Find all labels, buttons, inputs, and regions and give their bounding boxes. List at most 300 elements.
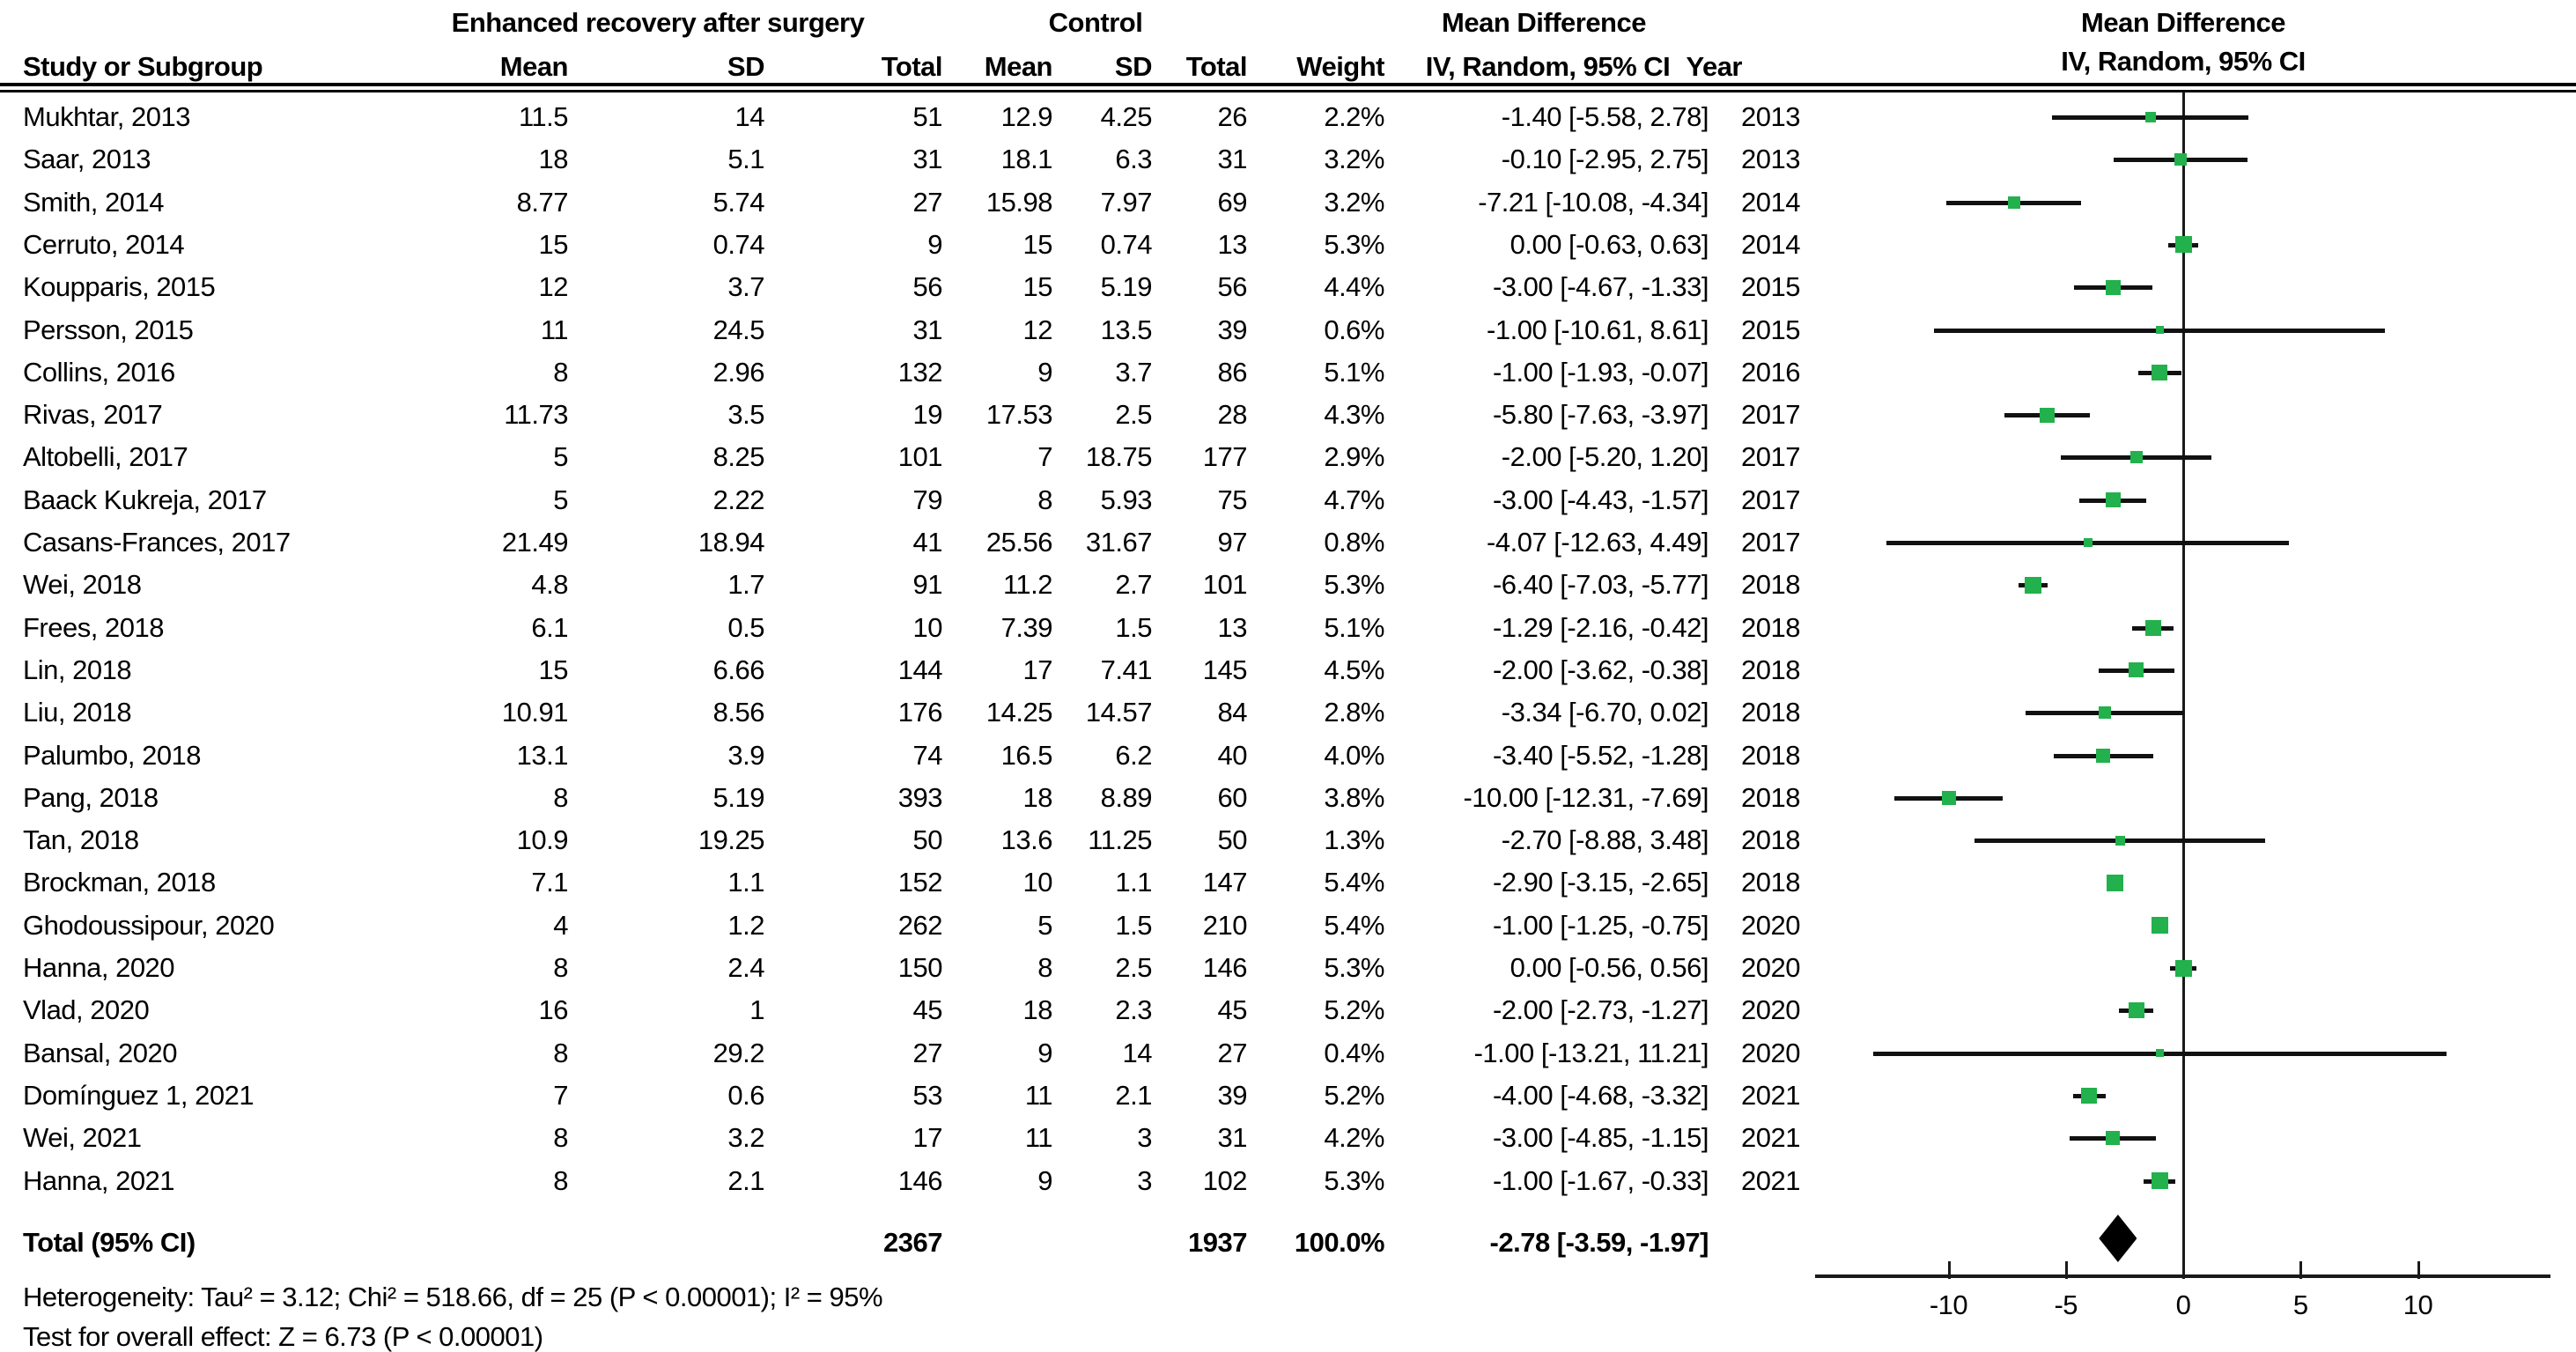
- effect-marker: [2145, 620, 2161, 636]
- table-row: [0, 266, 1814, 308]
- cell-sd1: 2.1: [727, 1164, 764, 1196]
- cell-n2: 97: [1217, 527, 1247, 558]
- axis-tick-label: 10: [2403, 1289, 2433, 1320]
- col-sd2-header: SD: [1114, 51, 1152, 82]
- cell-ci_text: -7.21 [-10.08, -4.34]: [1478, 186, 1709, 218]
- cell-n1: 45: [912, 994, 942, 1026]
- cell-year: 2016: [1741, 356, 1800, 388]
- effect-marker: [2096, 749, 2110, 763]
- table-row: [0, 777, 1814, 819]
- cell-sd1: 1: [749, 994, 764, 1026]
- table-row: [0, 394, 1814, 436]
- experimental-group-header: Enhanced recovery after surgery: [451, 7, 865, 38]
- effect-marker: [2156, 326, 2164, 334]
- cell-weight: 3.2%: [1324, 186, 1384, 218]
- cell-mean2: 16.5: [1000, 739, 1052, 771]
- cell-mean2: 12.9: [1000, 101, 1052, 132]
- cell-weight: 0.6%: [1324, 314, 1384, 345]
- cell-n1: 132: [897, 356, 942, 388]
- cell-year: 2015: [1741, 271, 1800, 303]
- ci-line: [2132, 626, 2173, 631]
- cell-mean2: 10: [1022, 867, 1052, 898]
- cell-sd1: 8.56: [712, 697, 764, 728]
- cell-mean2: 8: [1037, 952, 1052, 983]
- axis-tick: [2299, 1261, 2302, 1279]
- cell-n1: 152: [897, 867, 942, 898]
- cell-mean2: 12: [1022, 314, 1052, 345]
- axis-tick: [2417, 1261, 2420, 1279]
- cell-mean2: 9: [1037, 1164, 1052, 1196]
- cell-year: 2013: [1741, 101, 1800, 132]
- cell-sd1: 19.25: [698, 824, 764, 856]
- cell-name: Lin, 2018: [23, 654, 132, 685]
- cell-n1: 51: [912, 101, 942, 132]
- cell-name: Mukhtar, 2013: [23, 101, 190, 132]
- zero-effect-line: [2182, 92, 2185, 1278]
- cell-sd1: 29.2: [712, 1037, 764, 1068]
- cell-n2: 84: [1217, 697, 1247, 728]
- ci-line: [2099, 669, 2174, 673]
- cell-n1: 79: [912, 484, 942, 515]
- cell-ci_text: -1.00 [-1.25, -0.75]: [1492, 909, 1709, 941]
- cell-mean1: 4.8: [531, 569, 568, 601]
- axis-tick-label: 5: [2292, 1289, 2308, 1320]
- cell-name: Wei, 2018: [23, 569, 142, 601]
- cell-ci_text: 0.00 [-0.56, 0.56]: [1509, 952, 1709, 983]
- ci-line: [2054, 754, 2153, 758]
- cell-ci_text: -5.80 [-7.63, -3.97]: [1492, 399, 1709, 431]
- cell-sd1: 0.6: [727, 1079, 764, 1111]
- table-row: [0, 607, 1814, 649]
- cell-n2: 50: [1217, 824, 1247, 856]
- cell-sd1: 2.4: [727, 952, 764, 983]
- effect-marker: [2025, 577, 2041, 594]
- cell-n1: 393: [897, 781, 942, 813]
- table-row: [0, 861, 1814, 904]
- cell-n2: 45: [1217, 994, 1247, 1026]
- ci-line: [1873, 1052, 2447, 1056]
- cell-mean1: 8: [553, 781, 568, 813]
- cell-name: Tan, 2018: [23, 824, 139, 856]
- cell-mean1: 8: [553, 1164, 568, 1196]
- cell-n1: 17: [912, 1122, 942, 1154]
- cell-name: Hanna, 2020: [23, 952, 175, 983]
- cell-name: Rivas, 2017: [23, 399, 163, 431]
- table-row: [0, 96, 1814, 138]
- ci-line: [2119, 1008, 2153, 1013]
- cell-sd1: 1.7: [727, 569, 764, 601]
- cell-weight: 2.9%: [1324, 441, 1384, 473]
- cell-sd1: 6.66: [712, 654, 764, 685]
- table-row: [0, 564, 1814, 606]
- cell-sd2: 7.41: [1100, 654, 1152, 685]
- cell-n2: 31: [1217, 144, 1247, 175]
- cell-mean1: 4: [553, 909, 568, 941]
- col-total1-header: Total: [881, 51, 942, 82]
- effect-marker: [2099, 706, 2111, 719]
- table-row: [0, 819, 1814, 861]
- cell-mean2: 5: [1037, 909, 1052, 941]
- effect-marker: [2008, 196, 2020, 209]
- cell-mean1: 18: [538, 144, 568, 175]
- ci-line: [1946, 201, 2081, 205]
- table-row: [0, 1075, 1814, 1117]
- cell-year: 2018: [1741, 867, 1800, 898]
- cell-ci_text: -2.90 [-3.15, -2.65]: [1492, 867, 1709, 898]
- cell-ci_text: -1.00 [-10.61, 8.61]: [1487, 314, 1709, 345]
- cell-weight: 3.2%: [1324, 144, 1384, 175]
- cell-name: Domínguez 1, 2021: [23, 1079, 255, 1111]
- ci-line: [2061, 455, 2211, 460]
- cell-ci_text: -6.40 [-7.03, -5.77]: [1492, 569, 1709, 601]
- total-label: Total (95% CI): [23, 1227, 196, 1258]
- total-ci: -2.78 [-3.59, -1.97]: [1489, 1227, 1709, 1258]
- summary-diamond: [2099, 1215, 2137, 1262]
- cell-ci_text: -10.00 [-12.31, -7.69]: [1463, 781, 1709, 813]
- effect-marker: [2156, 1049, 2164, 1057]
- cell-sd2: 14.57: [1085, 697, 1152, 728]
- ci-line: [2138, 371, 2182, 375]
- cell-sd1: 24.5: [712, 314, 764, 345]
- cell-n2: 86: [1217, 356, 1247, 388]
- cell-name: Frees, 2018: [23, 611, 164, 643]
- cell-ci_text: -3.00 [-4.67, -1.33]: [1492, 271, 1709, 303]
- cell-weight: 5.1%: [1324, 356, 1384, 388]
- cell-sd2: 1.5: [1115, 611, 1152, 643]
- cell-sd2: 8.89: [1100, 781, 1152, 813]
- cell-name: Collins, 2016: [23, 356, 175, 388]
- cell-n2: 102: [1202, 1164, 1247, 1196]
- cell-mean1: 5: [553, 441, 568, 473]
- cell-ci_text: -1.29 [-2.16, -0.42]: [1492, 611, 1709, 643]
- cell-mean1: 5: [553, 484, 568, 515]
- cell-sd2: 11.25: [1088, 824, 1152, 856]
- cell-name: Vlad, 2020: [23, 994, 150, 1026]
- cell-ci_text: -1.00 [-1.93, -0.07]: [1492, 356, 1709, 388]
- effect-marker: [2152, 1172, 2168, 1189]
- ci-line: [2052, 115, 2248, 120]
- cell-n1: 74: [912, 739, 942, 771]
- cell-ci_text: -2.00 [-5.20, 1.20]: [1501, 441, 1709, 473]
- table-row: [0, 947, 1814, 989]
- x-axis-line: [1815, 1274, 2550, 1278]
- cell-mean1: 8.77: [516, 186, 568, 218]
- effect-marker: [2115, 836, 2125, 846]
- table-row: [0, 989, 1814, 1031]
- ci-line: [1974, 839, 2264, 843]
- table-row: [0, 735, 1814, 777]
- cell-weight: 4.0%: [1324, 739, 1384, 771]
- table-row: [0, 479, 1814, 521]
- cell-n1: 27: [912, 186, 942, 218]
- cell-mean1: 15: [538, 654, 568, 685]
- cell-weight: 4.3%: [1324, 399, 1384, 431]
- col-year-header: Year: [1686, 51, 1742, 82]
- cell-sd2: 6.3: [1115, 144, 1152, 175]
- cell-mean2: 8: [1037, 484, 1052, 515]
- cell-mean2: 25.56: [985, 527, 1052, 558]
- axis-tick: [2065, 1261, 2068, 1279]
- ci-line: [2109, 881, 2121, 885]
- cell-year: 2018: [1741, 611, 1800, 643]
- cell-sd2: 2.5: [1115, 952, 1152, 983]
- cell-weight: 4.2%: [1324, 1122, 1384, 1154]
- cell-ci_text: -2.00 [-3.62, -0.38]: [1492, 654, 1709, 685]
- cell-mean1: 7: [553, 1079, 568, 1111]
- cell-mean1: 8: [553, 1122, 568, 1154]
- cell-n1: 9: [927, 228, 942, 260]
- cell-n2: 13: [1217, 611, 1247, 643]
- cell-n1: 91: [912, 569, 942, 601]
- cell-year: 2018: [1741, 697, 1800, 728]
- cell-n1: 10: [912, 611, 942, 643]
- cell-ci_text: -1.00 [-1.67, -0.33]: [1492, 1164, 1709, 1196]
- cell-year: 2018: [1741, 824, 1800, 856]
- cell-n1: 144: [897, 654, 942, 685]
- table-row: [0, 905, 1814, 947]
- cell-n2: 31: [1217, 1122, 1247, 1154]
- cell-sd2: 5.93: [1100, 484, 1152, 515]
- cell-weight: 1.3%: [1324, 824, 1384, 856]
- col-sd1-header: SD: [727, 51, 764, 82]
- cell-n2: 26: [1217, 101, 1247, 132]
- cell-weight: 2.8%: [1324, 697, 1384, 728]
- cell-mean2: 9: [1037, 1037, 1052, 1068]
- control-group-header: Control: [1048, 7, 1143, 38]
- cell-ci_text: -3.00 [-4.85, -1.15]: [1492, 1122, 1709, 1154]
- cell-n1: 27: [912, 1037, 942, 1068]
- total-n2: 1937: [1188, 1227, 1247, 1258]
- cell-name: Persson, 2015: [23, 314, 194, 345]
- cell-mean2: 11: [1024, 1122, 1052, 1154]
- effect-marker: [2106, 280, 2121, 295]
- cell-mean1: 11.73: [504, 399, 568, 431]
- cell-sd2: 3.7: [1115, 356, 1152, 388]
- cell-sd2: 14: [1122, 1037, 1152, 1068]
- cell-sd1: 3.2: [727, 1122, 764, 1154]
- effect-marker: [2040, 408, 2055, 423]
- cell-n2: 101: [1202, 569, 1247, 601]
- axis-tick-label: 0: [2175, 1289, 2191, 1320]
- cell-weight: 5.1%: [1324, 611, 1384, 643]
- cell-sd2: 2.3: [1115, 994, 1152, 1026]
- cell-ci_text: -4.00 [-4.68, -3.32]: [1492, 1079, 1709, 1111]
- table-row: [0, 521, 1814, 564]
- cell-sd1: 0.74: [712, 228, 764, 260]
- cell-weight: 4.7%: [1324, 484, 1384, 515]
- cell-year: 2021: [1741, 1164, 1800, 1196]
- col-mean2-header: Mean: [984, 51, 1052, 82]
- table-row: [0, 1032, 1814, 1075]
- table-row: [0, 309, 1814, 351]
- axis-tick: [1948, 1261, 1951, 1279]
- cell-sd1: 3.9: [727, 739, 764, 771]
- cell-mean2: 11.2: [1002, 569, 1052, 601]
- ci-line: [2170, 966, 2196, 971]
- cell-ci_text: -0.10 [-2.95, 2.75]: [1501, 144, 1709, 175]
- cell-mean1: 16: [538, 994, 568, 1026]
- cell-name: Baack Kukreja, 2017: [23, 484, 267, 515]
- ci-line: [2070, 1136, 2157, 1141]
- effect-marker: [2174, 153, 2187, 166]
- cell-n1: 19: [912, 399, 942, 431]
- cell-weight: 5.2%: [1324, 1079, 1384, 1111]
- cell-mean2: 15: [1022, 228, 1052, 260]
- cell-name: Altobelli, 2017: [23, 441, 188, 473]
- cell-n2: 56: [1217, 271, 1247, 303]
- overall-effect-text: Test for overall effect: Z = 6.73 (P < 0.00001): [23, 1321, 543, 1352]
- effect-marker: [2152, 917, 2168, 934]
- cell-sd2: 2.7: [1115, 569, 1152, 601]
- cell-n1: 41: [912, 527, 942, 558]
- cell-mean1: 10.9: [516, 824, 568, 856]
- cell-sd1: 18.94: [698, 527, 764, 558]
- cell-name: Wei, 2021: [23, 1122, 142, 1154]
- cell-n1: 262: [897, 909, 942, 941]
- cell-sd2: 2.1: [1115, 1079, 1152, 1111]
- cell-weight: 2.2%: [1324, 101, 1384, 132]
- effect-marker: [2129, 662, 2144, 677]
- cell-weight: 3.8%: [1324, 781, 1384, 813]
- ci-line: [2074, 285, 2152, 290]
- ci-line: [2114, 158, 2248, 162]
- cell-year: 2018: [1741, 739, 1800, 771]
- effect-marker: [2084, 538, 2093, 547]
- cell-mean2: 11: [1024, 1079, 1052, 1111]
- cell-year: 2018: [1741, 781, 1800, 813]
- cell-n1: 31: [912, 144, 942, 175]
- cell-year: 2018: [1741, 569, 1800, 601]
- cell-name: Koupparis, 2015: [23, 271, 216, 303]
- cell-weight: 0.8%: [1324, 527, 1384, 558]
- ci-line: [1934, 329, 2385, 333]
- cell-year: 2017: [1741, 399, 1800, 431]
- cell-mean2: 18: [1022, 994, 1052, 1026]
- total-n1: 2367: [883, 1227, 942, 1258]
- cell-ci_text: -1.00 [-13.21, 11.21]: [1473, 1037, 1709, 1068]
- cell-year: 2020: [1741, 952, 1800, 983]
- ci-line: [1894, 796, 2003, 801]
- axis-tick-label: -10: [1929, 1289, 1968, 1320]
- cell-weight: 5.3%: [1324, 569, 1384, 601]
- table-row: [0, 351, 1814, 394]
- effect-marker: [2175, 960, 2192, 977]
- cell-n2: 28: [1217, 399, 1247, 431]
- ci-line: [2168, 243, 2198, 247]
- effect-marker: [2152, 365, 2167, 380]
- cell-mean2: 7: [1037, 441, 1052, 473]
- cell-mean2: 15: [1022, 271, 1052, 303]
- cell-sd2: 5.19: [1100, 271, 1152, 303]
- cell-weight: 5.3%: [1324, 228, 1384, 260]
- cell-name: Ghodoussipour, 2020: [23, 909, 275, 941]
- effect-marker: [2106, 1131, 2120, 1145]
- cell-weight: 5.2%: [1324, 994, 1384, 1026]
- total-row: [0, 1222, 1814, 1264]
- cell-n2: 13: [1217, 228, 1247, 260]
- cell-ci_text: -2.00 [-2.73, -1.27]: [1492, 994, 1709, 1026]
- cell-sd1: 3.5: [727, 399, 764, 431]
- cell-ci_text: -1.40 [-5.58, 2.78]: [1501, 101, 1709, 132]
- cell-n2: 60: [1217, 781, 1247, 813]
- cell-name: Smith, 2014: [23, 186, 164, 218]
- cell-name: Bansal, 2020: [23, 1037, 177, 1068]
- cell-mean1: 11: [540, 314, 568, 345]
- header-rule-top: [0, 83, 2576, 86]
- cell-n1: 53: [912, 1079, 942, 1111]
- cell-mean2: 17.53: [985, 399, 1052, 431]
- cell-n2: 40: [1217, 739, 1247, 771]
- cell-ci_text: -3.40 [-5.52, -1.28]: [1492, 739, 1709, 771]
- ci-line: [2019, 583, 2048, 587]
- cell-n2: 145: [1202, 654, 1247, 685]
- table-row: [0, 436, 1814, 478]
- cell-mean1: 13.1: [516, 739, 568, 771]
- cell-n2: 75: [1217, 484, 1247, 515]
- cell-n2: 177: [1202, 441, 1247, 473]
- cell-year: 2014: [1741, 228, 1800, 260]
- ci-line: [2073, 1094, 2105, 1098]
- effect-marker: [2106, 492, 2121, 507]
- cell-n2: 69: [1217, 186, 1247, 218]
- cell-ci_text: -3.34 [-6.70, 0.02]: [1501, 697, 1709, 728]
- cell-year: 2017: [1741, 527, 1800, 558]
- heterogeneity-text: Heterogeneity: Tau² = 3.12; Chi² = 518.66, df = 25 (P < 0.00001); I² = 95%: [23, 1282, 883, 1312]
- cell-mean2: 9: [1037, 356, 1052, 388]
- cell-weight: 0.4%: [1324, 1037, 1384, 1068]
- ci-line: [2154, 924, 2166, 928]
- cell-year: 2020: [1741, 909, 1800, 941]
- col-ci-header: IV, Random, 95% CI: [1425, 51, 1671, 82]
- cell-sd2: 3: [1137, 1164, 1152, 1196]
- cell-weight: 5.3%: [1324, 1164, 1384, 1196]
- cell-sd2: 13.5: [1100, 314, 1152, 345]
- cell-mean1: 15: [538, 228, 568, 260]
- cell-weight: 4.4%: [1324, 271, 1384, 303]
- md-column-title: Mean Difference: [1442, 7, 1646, 38]
- cell-sd2: 18.75: [1085, 441, 1152, 473]
- column-header-row: [0, 46, 1814, 88]
- cell-sd1: 2.22: [712, 484, 764, 515]
- cell-sd2: 0.74: [1100, 228, 1152, 260]
- cell-n2: 147: [1202, 867, 1247, 898]
- cell-mean2: 17: [1022, 654, 1052, 685]
- effect-marker: [2081, 1088, 2097, 1104]
- effect-marker: [2129, 1002, 2144, 1018]
- table-row: [0, 138, 1814, 181]
- cell-n2: 146: [1202, 952, 1247, 983]
- col-study-header: Study or Subgroup: [23, 51, 263, 82]
- cell-weight: 5.4%: [1324, 867, 1384, 898]
- cell-n1: 150: [897, 952, 942, 983]
- cell-n2: 27: [1217, 1037, 1247, 1068]
- cell-n2: 210: [1202, 909, 1247, 941]
- cell-sd1: 0.5: [727, 611, 764, 643]
- cell-sd2: 1.5: [1115, 909, 1152, 941]
- effect-marker: [2175, 236, 2192, 253]
- cell-sd2: 1.1: [1115, 867, 1152, 898]
- cell-name: Saar, 2013: [23, 144, 151, 175]
- table-row: [0, 1117, 1814, 1159]
- cell-ci_text: -2.70 [-8.88, 3.48]: [1501, 824, 1709, 856]
- table-row: [0, 224, 1814, 266]
- cell-sd1: 8.25: [712, 441, 764, 473]
- effect-marker: [2130, 451, 2143, 463]
- effect-marker: [2145, 112, 2156, 122]
- cell-weight: 4.5%: [1324, 654, 1384, 685]
- cell-year: 2021: [1741, 1079, 1800, 1111]
- cell-name: Palumbo, 2018: [23, 739, 202, 771]
